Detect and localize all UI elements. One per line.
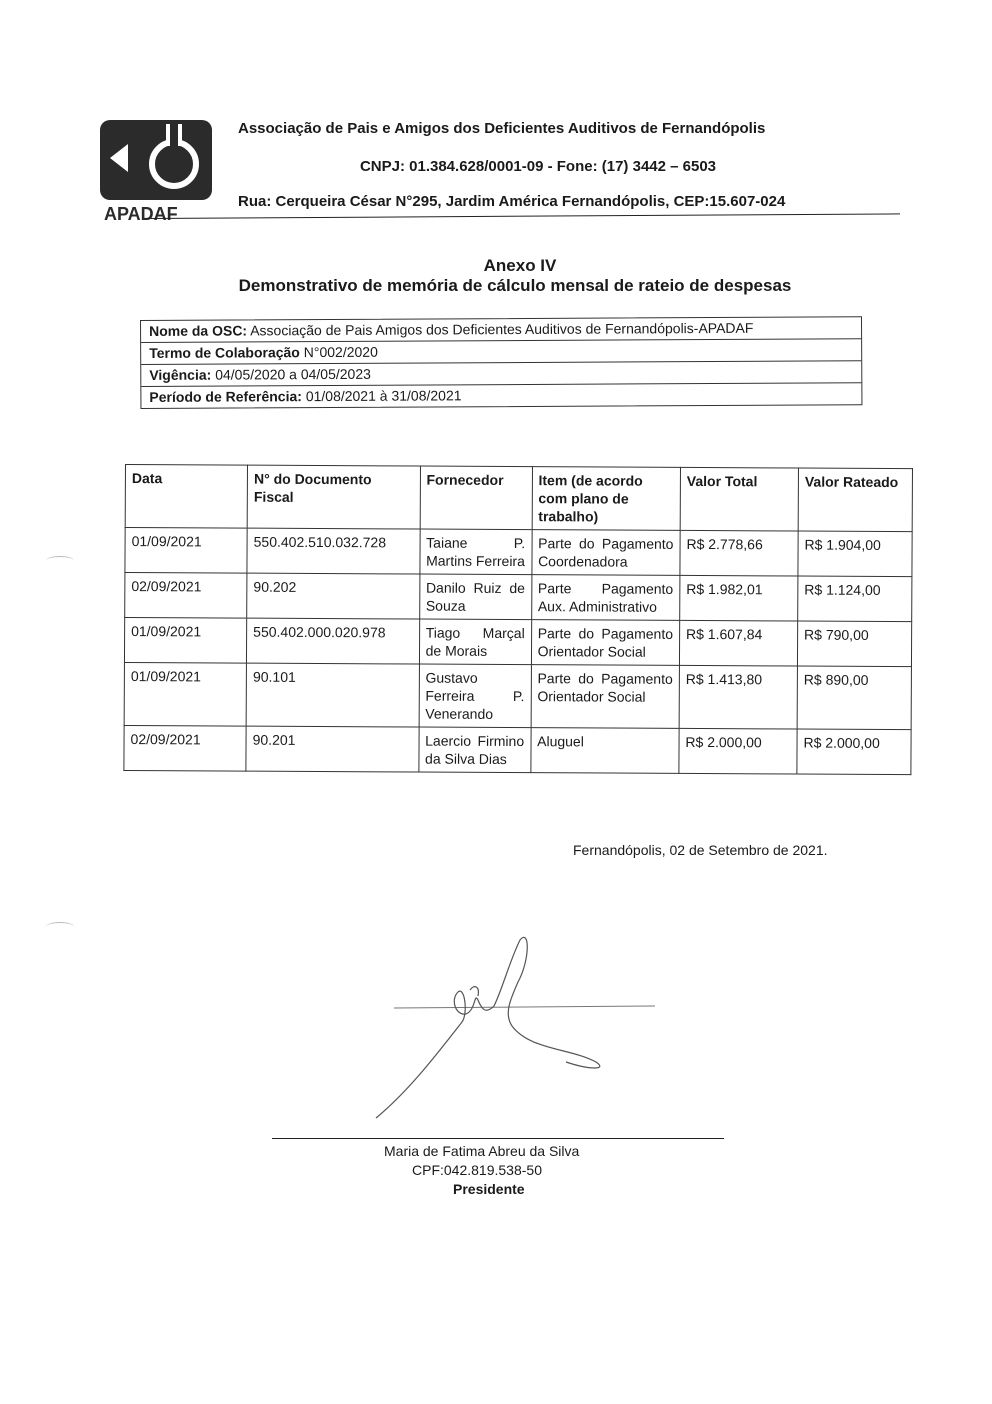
cell-documento: 550.402.510.032.728 [247,528,420,574]
cell-valor-total: R$ 2.000,00 [679,728,797,774]
cell-valor-total: R$ 1.413,80 [679,665,797,729]
cell-data: 01/09/2021 [124,618,246,664]
header-address: Rua: Cerqueira César N°295, Jardim América Fernandópolis, CEP:15.607-024 [238,193,786,210]
vigencia-value: 04/05/2020 a 04/05/2023 [211,365,371,383]
table-row [124,618,911,667]
header-divider [148,213,900,219]
cell-valor-rateado: R$ 790,00 [797,621,911,667]
cell-item: Parte do Pagamento Orientador Social [531,665,680,729]
header-data: Data [125,465,247,529]
cell-data: 01/09/2021 [124,662,246,726]
cell-fornecedor: Danilo Ruiz de Souza [419,574,531,620]
cell-documento: 550.402.000.020.978 [247,618,420,664]
cell-documento: 90.101 [246,663,419,727]
handwritten-signature [370,930,670,1130]
table-row [124,725,911,774]
osc-value: Associação de Pais Amigos dos Deficientes Auditivos de Fernandópolis-APADAF [247,319,754,339]
expense-table [123,464,913,775]
header-valor-total: Valor Total [680,467,798,531]
header-organization: Associação de Pais e Amigos dos Deficientes Auditivos de Fernandópolis [238,120,766,137]
table-row [125,528,912,577]
cell-valor-rateado: R$ 890,00 [797,666,911,730]
signer-name: Maria de Fatima Abreu da Silva [384,1143,580,1159]
cell-valor-rateado: R$ 2.000,00 [797,729,911,775]
info-row-periodo [141,383,861,408]
info-box [140,316,862,409]
cell-data: 02/09/2021 [125,573,247,619]
cell-fornecedor: Tiago Marçal de Morais [419,619,531,665]
place-date: Fernandópolis, 02 de Setembro de 2021. [573,842,828,858]
annex-title: Anexo IV [483,256,557,275]
signer-cpf: CPF:042.819.538-50 [412,1162,542,1178]
document-title: Demonstrativo de memória de cálculo mensal de rateio de despesas [238,276,792,295]
cell-valor-total: R$ 1.607,84 [679,620,797,666]
cell-valor-rateado: R$ 1.124,00 [798,576,912,622]
header-documento: N° do Documento Fiscal [247,465,420,529]
cell-fornecedor: Laercio Firmino da Silva Dias [419,727,531,773]
cell-documento: 90.201 [246,726,419,772]
table-row [124,662,911,729]
vigencia-label: Vigência: [149,366,212,383]
scan-mark [46,922,74,931]
header-fornecedor: Fornecedor [420,466,532,530]
apadaf-logo [100,120,216,224]
cell-item: Parte Pagamento Aux. Administrativo [531,575,680,621]
signer-role: Presidente [453,1181,525,1197]
cell-data: 01/09/2021 [125,528,247,574]
cell-documento: 90.202 [247,573,420,619]
osc-label: Nome da OSC: [149,322,248,339]
cell-item: Parte do Pagamento Coordenadora [532,530,681,576]
cell-fornecedor: Gustavo Ferreira P. Venerando [419,664,531,728]
cell-valor-total: R$ 2.778,66 [680,530,798,576]
periodo-label: Período de Referência: [149,388,302,405]
cell-valor-rateado: R$ 1.904,00 [798,531,912,577]
header-item: Item (de acordo com plano de trabalho) [532,467,681,531]
cell-data: 02/09/2021 [124,725,246,771]
signature-line [272,1138,724,1139]
periodo-value: 01/08/2021 à 31/08/2021 [301,387,462,405]
svg-text:A: A [129,152,145,163]
svg-text:APADAF: APADAF [104,204,178,224]
scan-mark [46,556,74,565]
cell-valor-total: R$ 1.982,01 [680,575,798,621]
cell-item: Aluguel [530,728,679,774]
cell-item: Parte do Pagamento Orientador Social [531,620,680,666]
termo-value: N°002/2020 [299,343,378,361]
table-header-row [125,465,912,532]
table-row [125,573,912,622]
cell-fornecedor: Taiane P. Martins Ferreira [420,529,532,575]
header-cnpj-phone: CNPJ: 01.384.628/0001-09 - Fone: (17) 3442 – 6503 [359,158,717,175]
termo-label: Termo de Colaboração [149,344,300,361]
header-valor-rateado: Valor Rateado [798,468,912,532]
